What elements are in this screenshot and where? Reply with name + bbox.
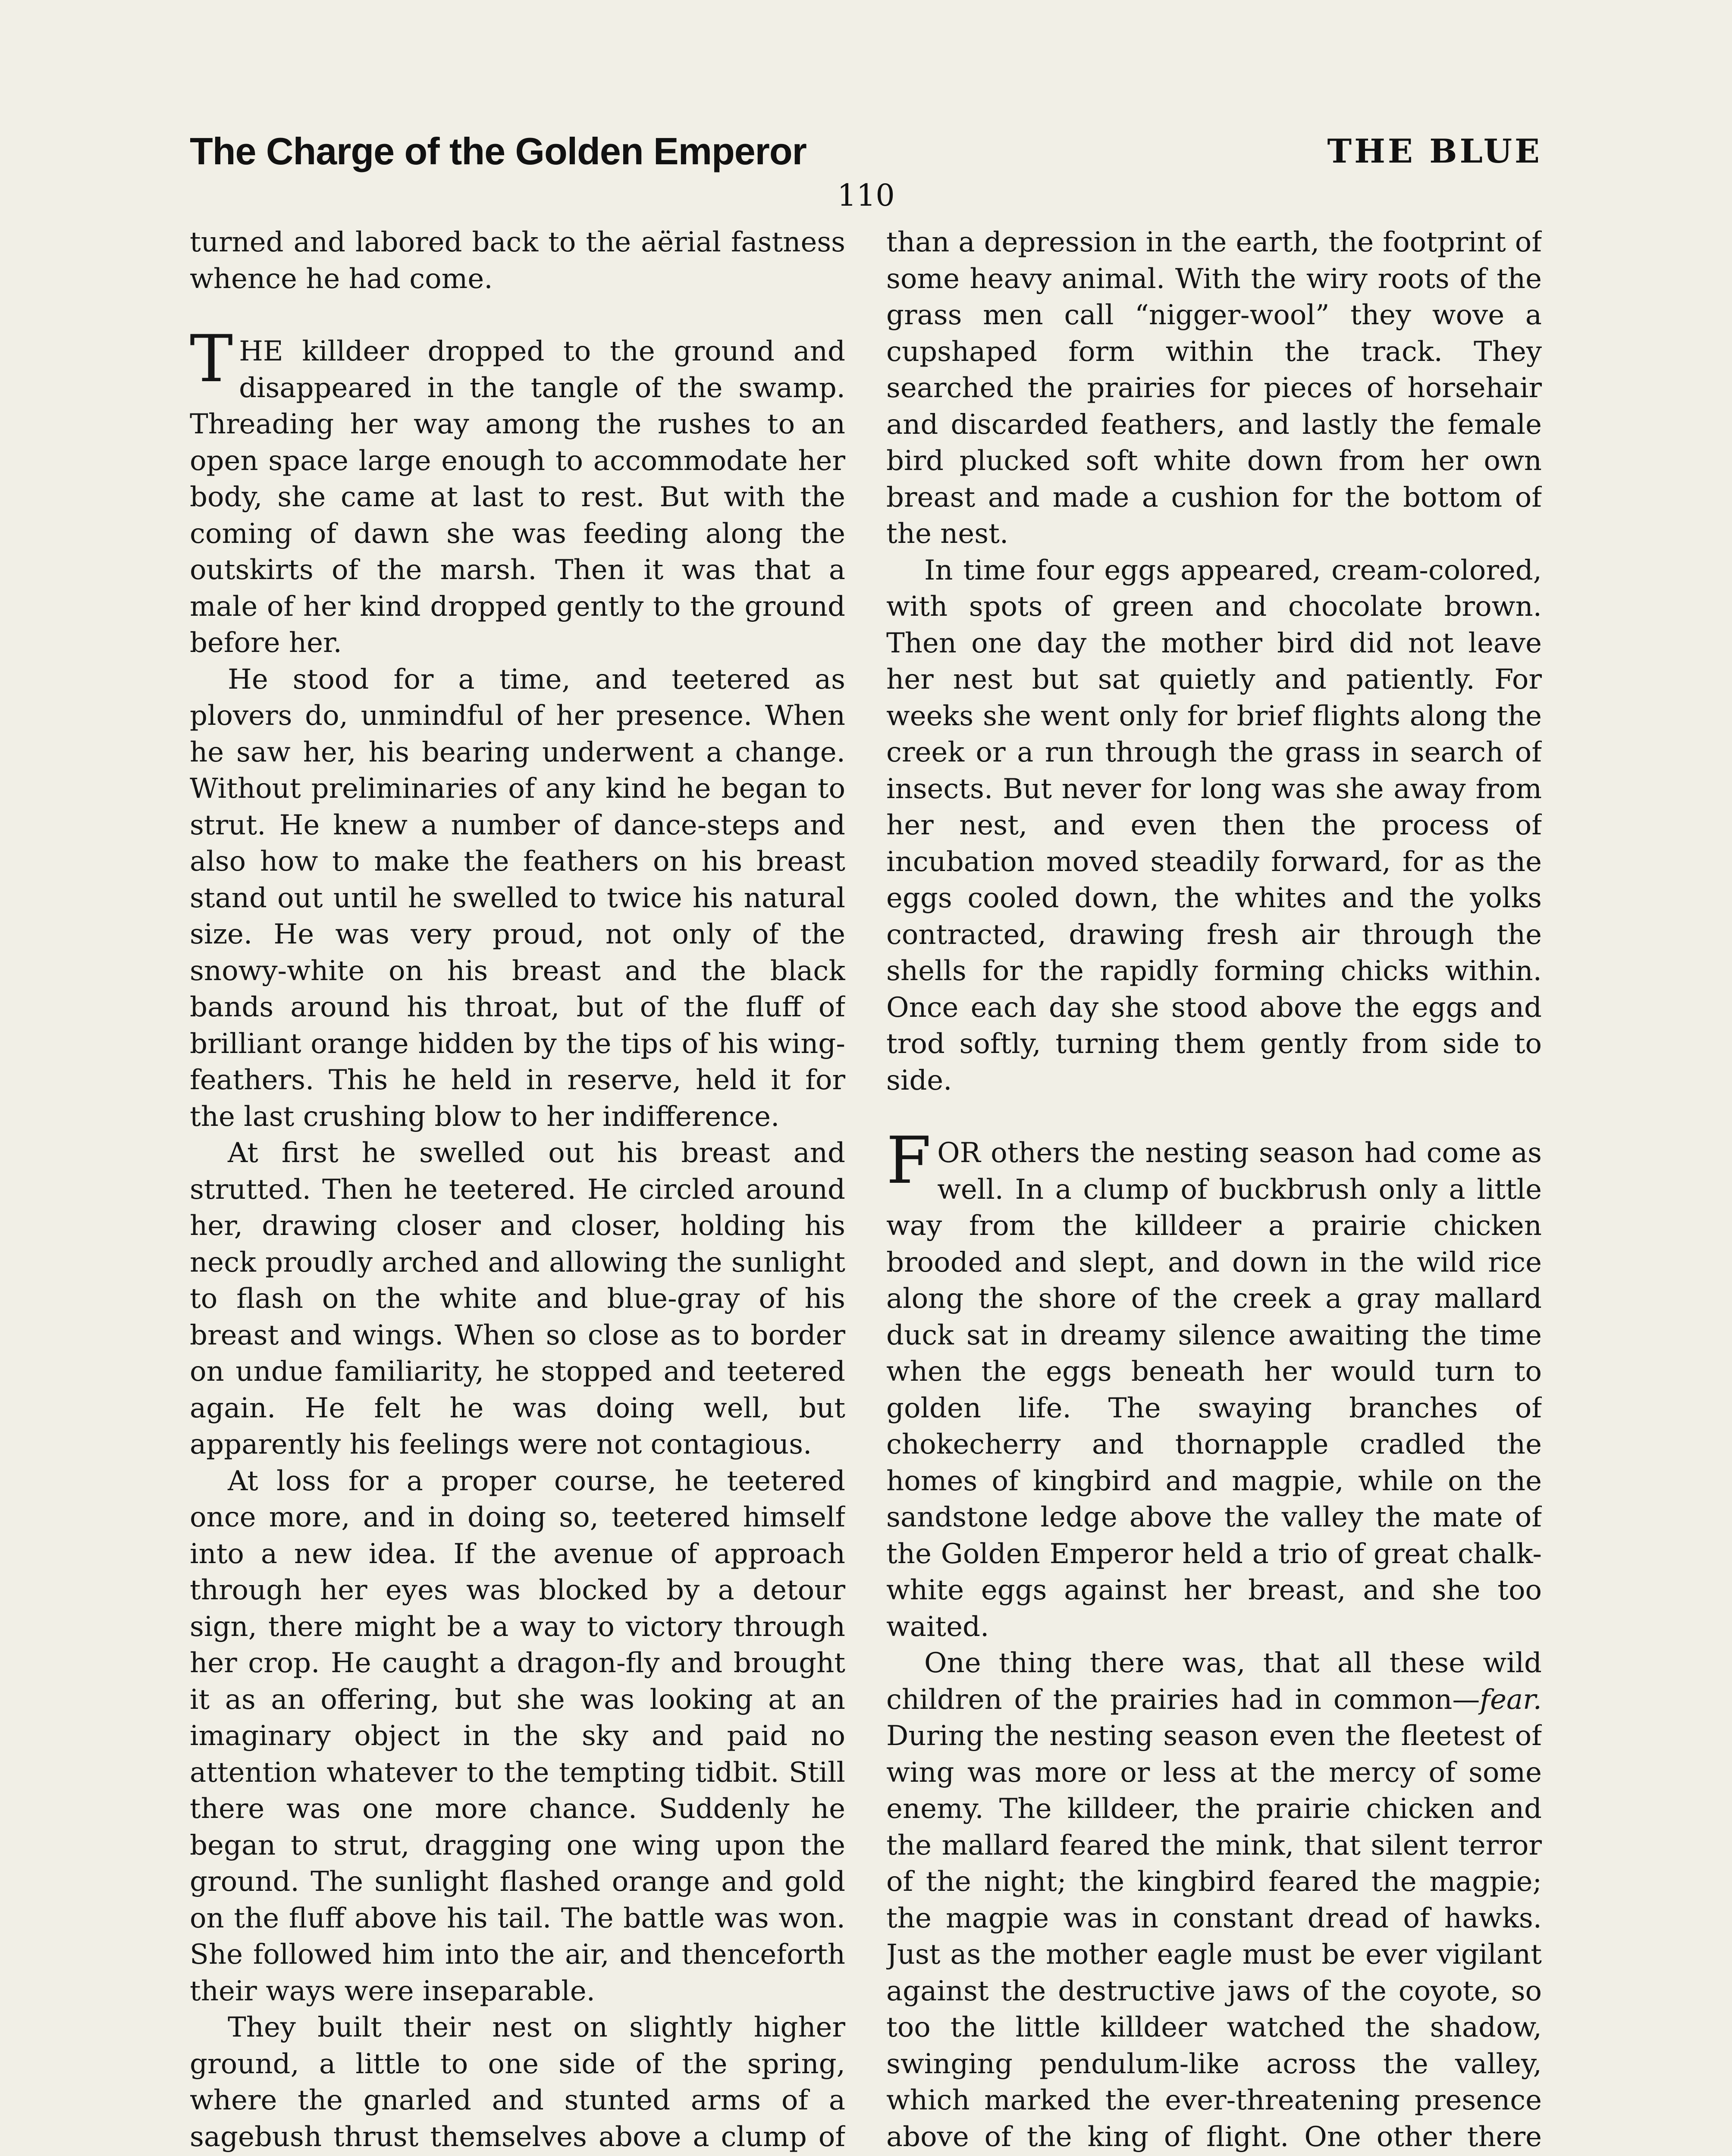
left-column [190, 224, 845, 2156]
paragraph: At first he swelled out his breast and strutted. Then he teetered. He circled around her, drawing closer and closer, holding his neck proudly arched and allowing the sunlight to flash on the white and blue-gray of his breast and wings. When so close as to border on undue familiarity, he stopped and teetered again. He felt he was doing well, but apparently his feelings were not contagious. [190, 1137, 845, 1460]
paragraph: In time four eggs appeared, cream-colored, with spots of green and chocolate brown. Then one day the mother bird did not leave her nest but sat quietly and patiently. For weeks she went only for brief flights along the creek or a run through the grass in search of insects. But never for long was she away from her nest, and even then the process of incubation moved steadily forward, for as the eggs cooled down, the whites and the yolks contracted, drawing fresh air through the shells for the rapidly forming chicks within. Once each day she stood above the eggs and trod softly, turning them gently from side to side. [886, 554, 1542, 1097]
page-title: The Charge of the Golden Emperor [190, 130, 806, 172]
section-opening-paragraph: FOR others the nesting season had come as well. In a clump of buckbrush only a little way from the killdeer a prairie chicken brooded and slept, and down in the wild rice along the shore of the creek a gray mallard duck sat in dreamy silence awaiting the time when the eggs beneath her would turn to golden life. The swaying branches of chokecherry and thornapple cradled the homes of kingbird and magpie, while on the sandstone ledge above the valley the mate of the Golden Emperor held a trio of great chalk-white eggs against her breast, and she too waited. [886, 1123, 1542, 1643]
magazine-name: THE BLUE [1327, 132, 1542, 170]
emphasized-word: fear. [1480, 1683, 1542, 1716]
page-number: 110 [837, 178, 895, 213]
paragraph [886, 1645, 1542, 2156]
paragraph-text: One thing there was, that all these wild children of the prairies had in common— [886, 1647, 1542, 1716]
paragraph: turned and labored back to the aërial fastness whence he had come. [190, 226, 845, 295]
paragraph: At loss for a proper course, he teetered once more, and in doing so, teetered himself into a new idea. If the avenue of approach through her eyes was blocked by a detour sign, there might be a way to victory through her crop. He caught a dragon-fly and brought it as an offering, but she was looking at an imaginary object in the sky and paid no attention whatever to the tempting tidbit. Still there was one more chance. Suddenly he began to strut, dragging one wing upon the ground. The sunlight flashed orange and gold on the fluff above his tail. The battle was won. She followed him into the air, and thenceforth their ways were inseparable. [190, 1465, 845, 2007]
paragraph: They built their nest on slightly higher ground, a little to one side of the spring, where the gnarled and stunted arms of a sagebush thrust themselves above a clump of [190, 2012, 845, 2153]
paragraph: than a depression in the earth, the footprint of some heavy animal. With the wiry roots of the grass men call “nigger-wool” they wove a cupshaped form within the track. They searched the prairies for pieces of horsehair and discarded feathers, and lastly the female bird plucked soft white down from her own breast and made a cushion for the bottom of the nest. [886, 226, 1542, 550]
section-opening-paragraph: THE killdeer dropped to the ground and disappeared in the tangle of the swamp. Threading her way among the rushes to an open space large enough to accommodate her body, she came at last to rest. But with the coming of dawn she was feeding along the outskirts of the marsh. Then it was that a male of her kind dropped gently to the ground before her. [190, 322, 845, 659]
right-column [886, 224, 1542, 2156]
paragraph: He stood for a time, and teetered as plovers do, unmindful of her presence. When he saw her, his bearing underwent a change. Without preliminaries of any kind he began to strut. He knew a number of dance-steps and also how to make the feathers on his breast stand out until he swelled to twice his natural size. He was very proud, not only of the snowy-white on his breast and the black bands around his throat, but of the fluff of brilliant orange hidden by the tips of his wing-feathers. This he held in reserve, held it for the last crushing blow to her indifference. [190, 663, 845, 1133]
paragraph-text: During the nesting season even the fleetest of wing was more or less at the mercy of some enemy. The killdeer, the prairie chicken and the mallard feared the mink, that silent terror of the night; the kingbird feared the magpie; the magpie was in constant dread of hawks. Just as the mother eagle must be ever vigilant against the destructive jaws of the coyote, so too the little killdeer watched the shadow, swinging pendulum-like across the valley, which marked the ever-threatening presence above of the king of flight. One other there [886, 1720, 1542, 2153]
